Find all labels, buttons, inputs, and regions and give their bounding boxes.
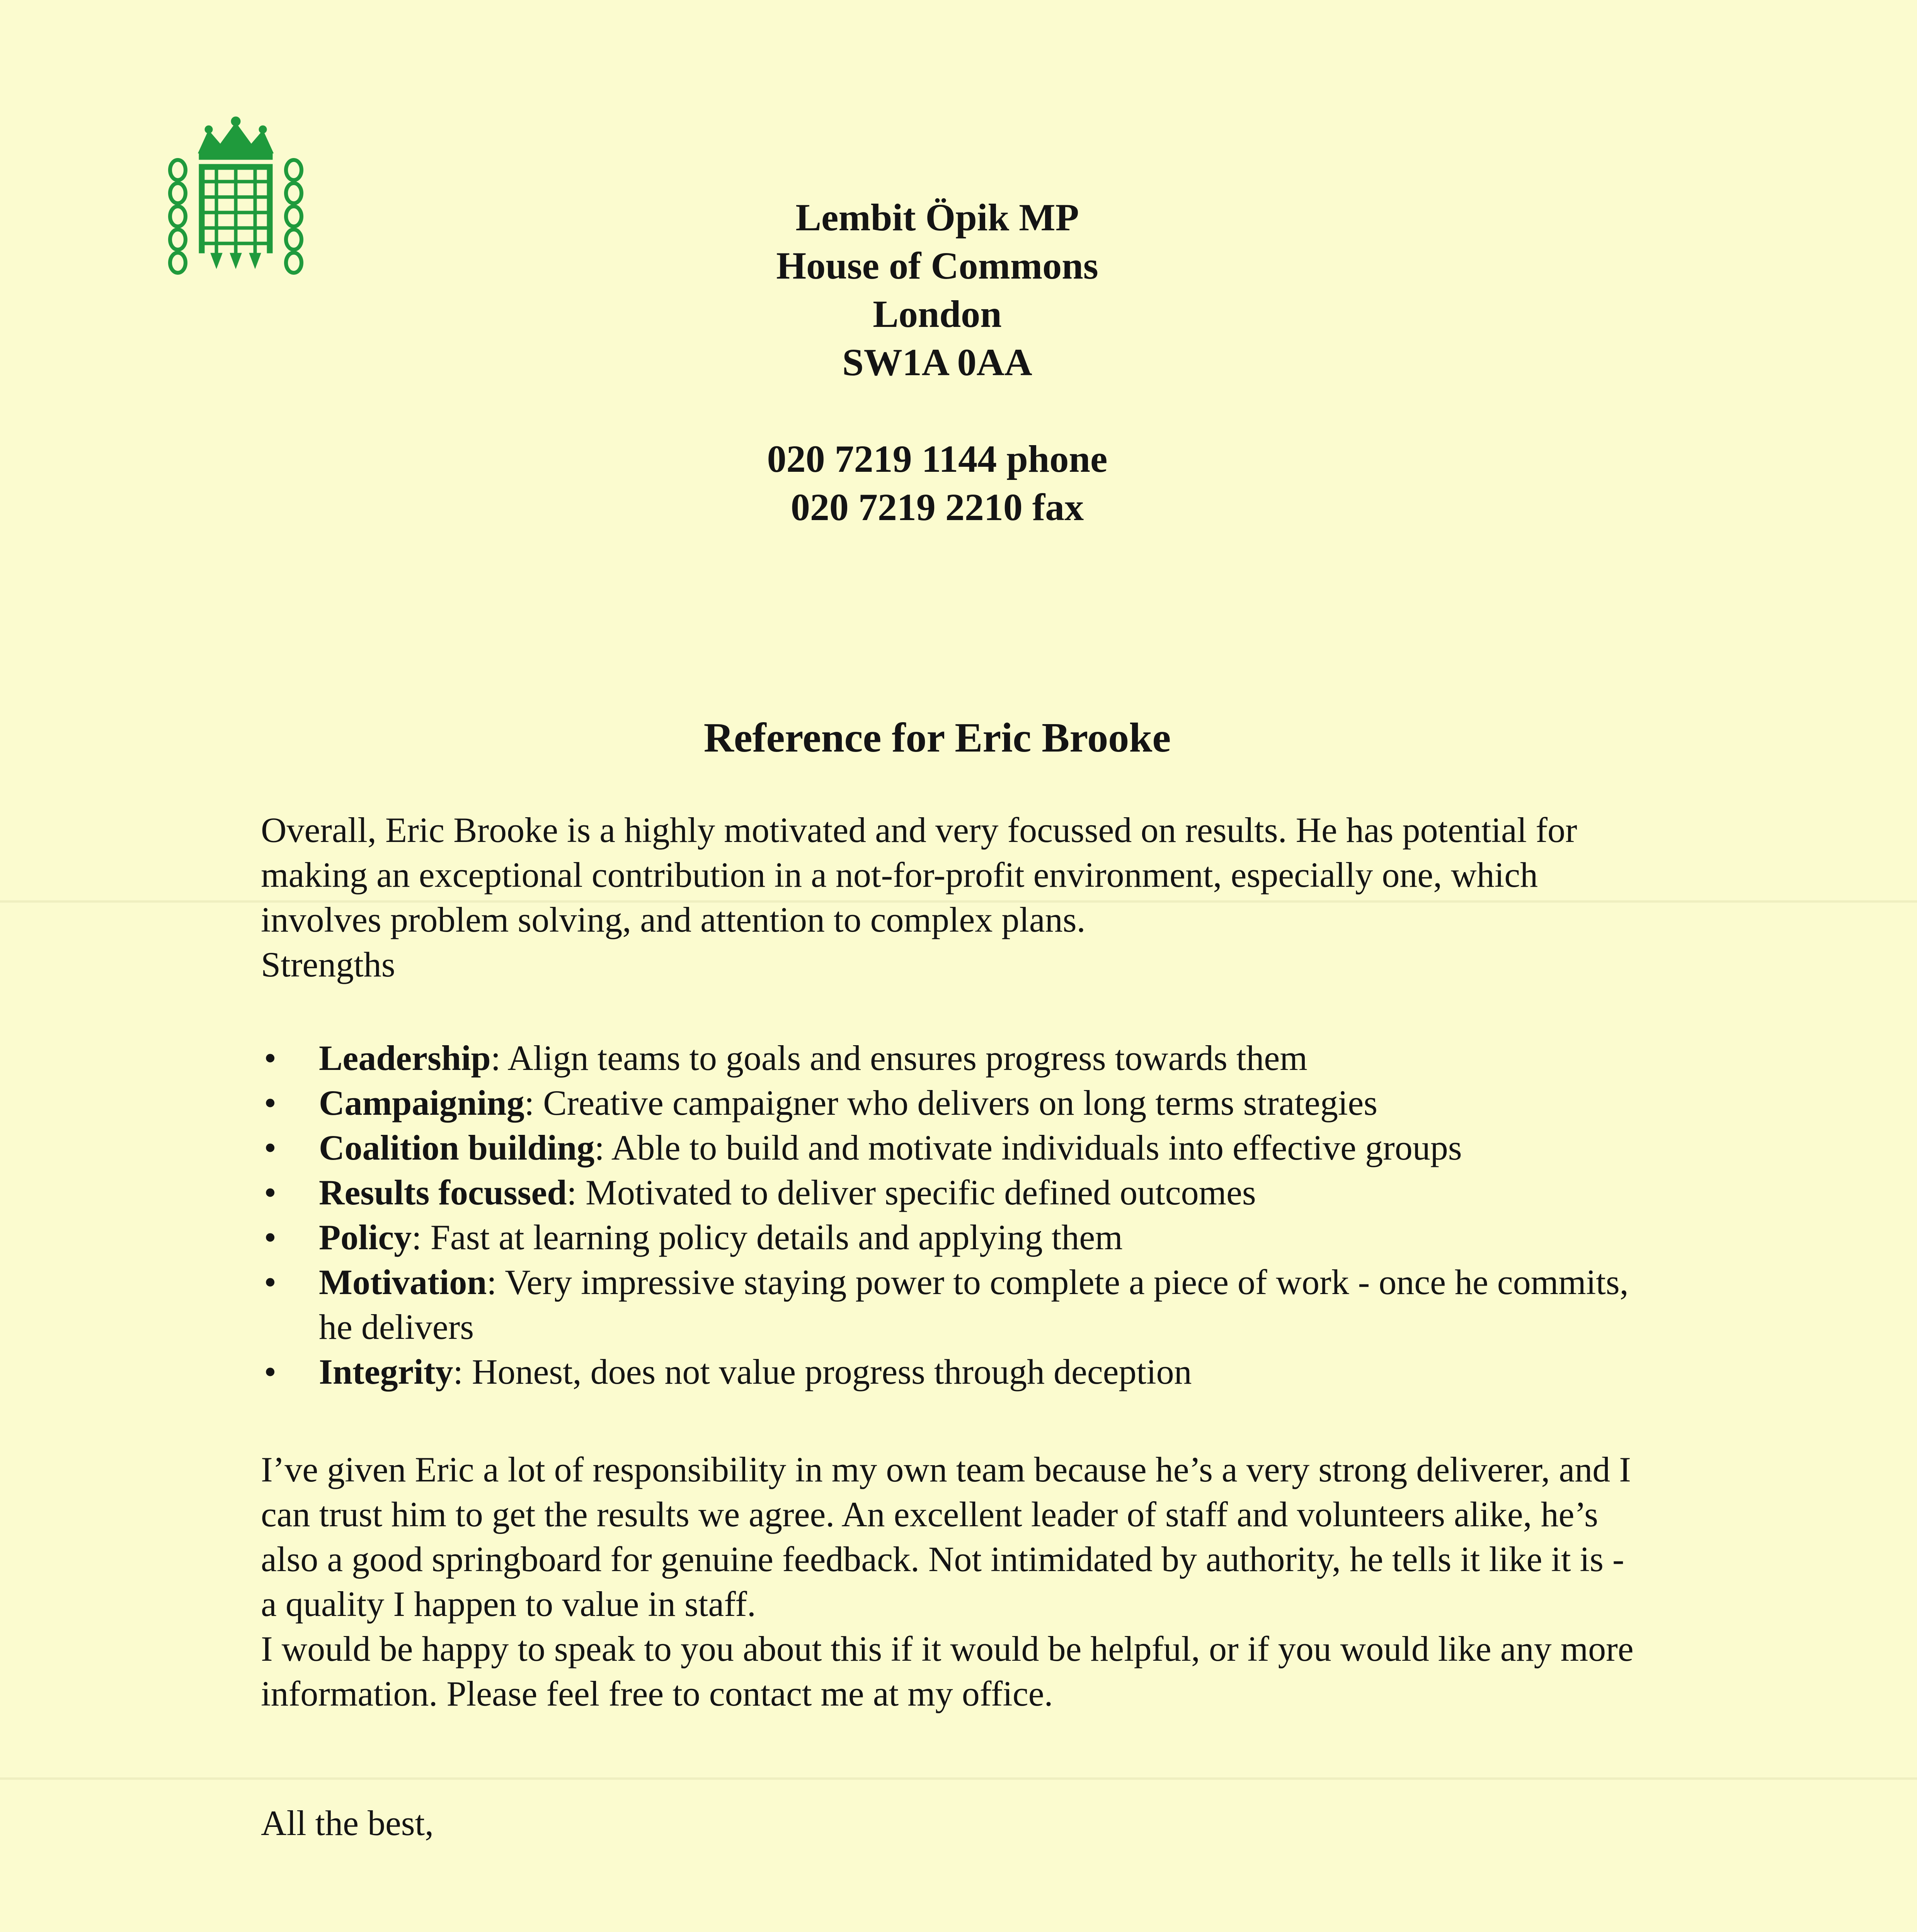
intro-paragraph	[261, 808, 1637, 987]
letterhead-fax: 020 7219 2210 fax	[790, 486, 1084, 529]
letterhead	[618, 193, 1256, 531]
strength-text: : Creative campaigner who delivers on long terms strategies	[524, 1083, 1378, 1122]
bullet-icon: •	[264, 1218, 277, 1257]
strengths-list	[261, 1036, 1637, 1394]
paragraph-text: I would be happy to speak to you about this if it would be helpful, or if you would like any more information. Please feel free to contact me at my office.	[261, 1629, 1634, 1713]
strength-label: Integrity	[319, 1352, 453, 1391]
bullet-icon: •	[264, 1352, 277, 1391]
strength-text: : Fast at learning policy details and applying them	[412, 1218, 1123, 1257]
strengths-heading: Strengths	[261, 945, 395, 984]
portcullis-crown-icon	[162, 116, 309, 286]
strength-label: Results focussed	[319, 1173, 567, 1212]
bullet-icon: •	[264, 1173, 277, 1212]
strength-label: Campaigning	[319, 1083, 524, 1122]
list-item	[261, 1080, 1637, 1125]
list-item	[261, 1349, 1637, 1394]
strength-text: : Align teams to goals and ensures progress towards them	[490, 1038, 1308, 1078]
list-item	[261, 1125, 1637, 1170]
letterhead-postcode: SW1A 0AA	[842, 341, 1032, 384]
letterhead-institution: House of Commons	[776, 244, 1098, 287]
bullet-icon: •	[264, 1038, 277, 1078]
bullet-icon: •	[264, 1083, 277, 1122]
bullet-icon: •	[264, 1262, 277, 1302]
paper-fold-line	[0, 1777, 1917, 1780]
list-item	[261, 1170, 1637, 1215]
paragraph-text: I’ve given Eric a lot of responsibility in my own team because he’s a very strong deliverer, and I can trust him to get the results we agree. An excellent leader of staff and volunteers alike, he’s also a good springboard for genuine feedback. Not intimidated by authority, he tells it like it is - a quality I happen to value in staff.	[261, 1450, 1631, 1624]
letterhead-phone: 020 7219 1144 phone	[767, 437, 1108, 480]
strength-text: : Motivated to deliver specific defined outcomes	[567, 1173, 1256, 1212]
strength-label: Leadership	[319, 1038, 491, 1078]
strength-label: Coalition building	[319, 1128, 595, 1167]
letterhead-name: Lembit Öpik MP	[795, 196, 1079, 239]
list-item	[261, 1036, 1637, 1080]
body-paragraph	[261, 1447, 1637, 1716]
strength-label: Motivation	[319, 1262, 487, 1302]
bullet-icon: •	[264, 1128, 277, 1167]
strength-label: Policy	[319, 1218, 412, 1257]
list-item	[261, 1215, 1637, 1260]
list-item	[261, 1260, 1637, 1349]
letterhead-city: London	[873, 293, 1002, 335]
strength-text: : Able to build and motivate individuals into effective groups	[594, 1128, 1462, 1167]
reference-title: Reference for Eric Brooke	[703, 715, 1171, 761]
closing-salutation: All the best,	[261, 1803, 434, 1843]
intro-text: Overall, Eric Brooke is a highly motivated and very focussed on results. He has potential for making an exceptional contribution in a not-for-profit environment, especially one, which involves problem solving, and attention to complex plans.	[261, 810, 1577, 939]
strength-text: : Honest, does not value progress through deception	[453, 1352, 1192, 1391]
strength-text: : Very impressive staying power to complete a piece of work - once he commits, he delivers	[319, 1262, 1629, 1347]
